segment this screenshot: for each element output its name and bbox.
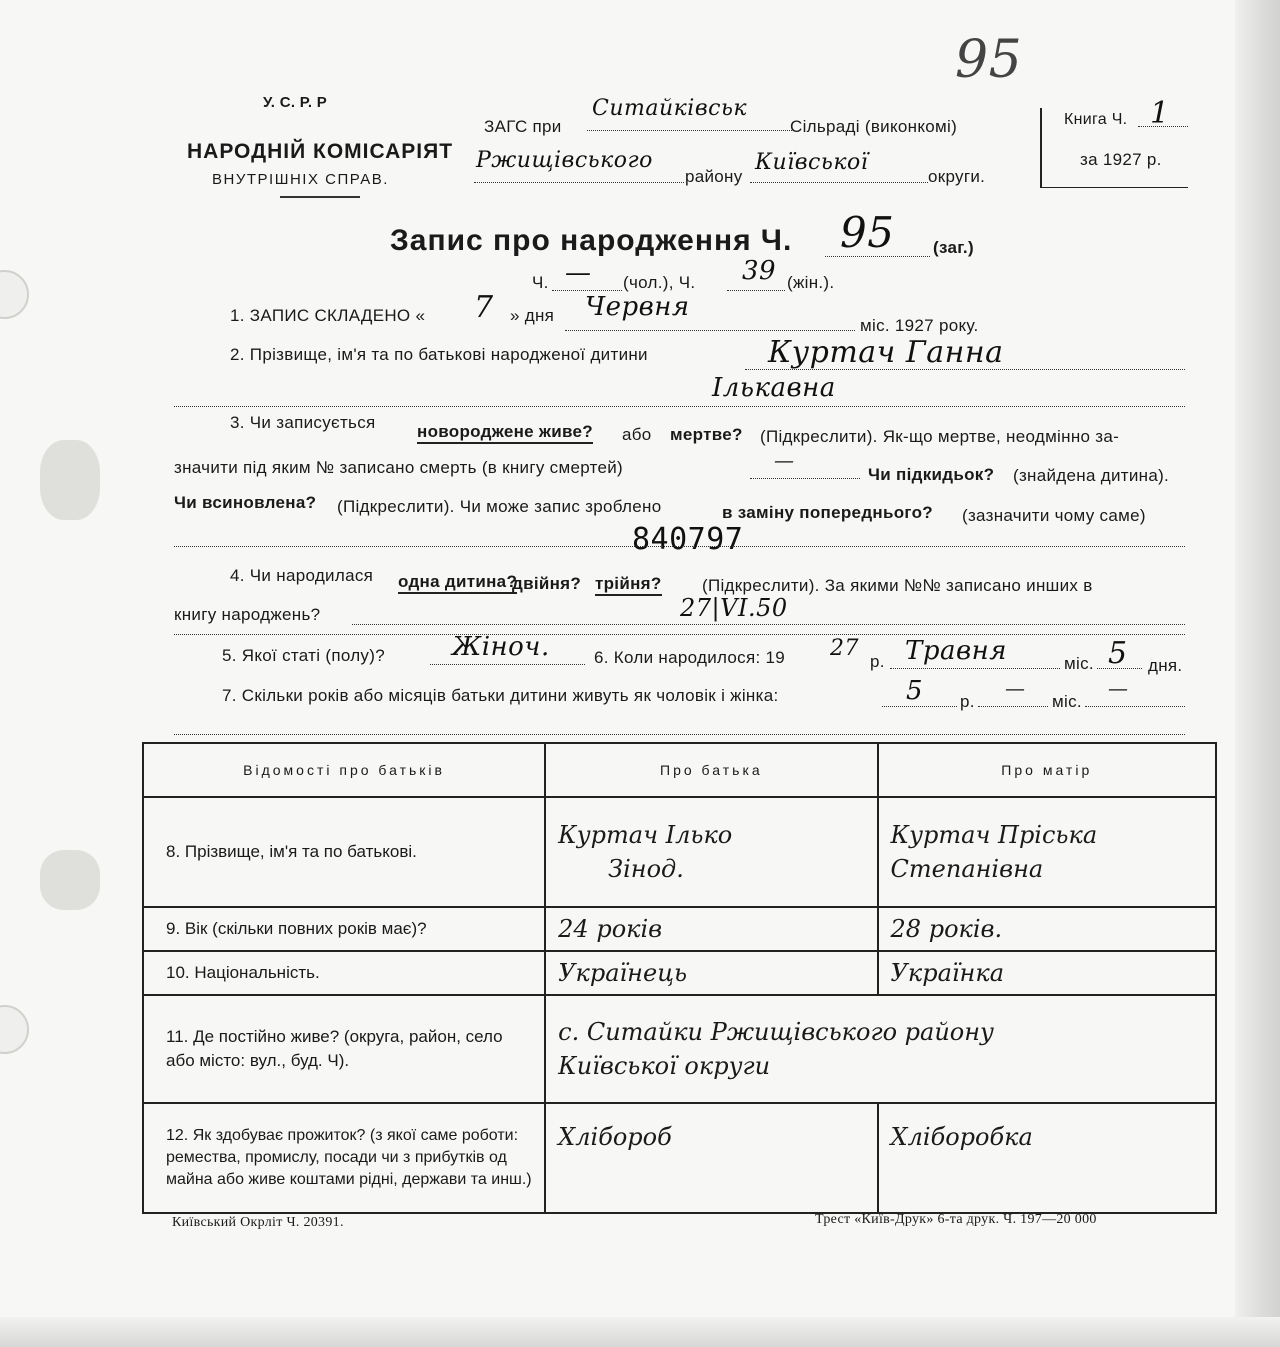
table-row (143, 907, 1216, 951)
female-count: 39 (742, 256, 777, 286)
marriage-extra-line (1085, 706, 1185, 707)
row-label-name: 8. Прізвище, ім'я та по батькові. (143, 797, 545, 907)
mother-name (878, 797, 1216, 907)
row-label-occupation: 12. Як здобуває прожиток? (з якої саме роботи: ремества, промислу, посади чи з прибутків од майна або живе коштами рідні, держави та инш.) (143, 1103, 545, 1213)
ch-label: Ч. (532, 273, 549, 292)
parents-table (142, 742, 1217, 1214)
death-number: — (774, 448, 795, 472)
item3-or: або (622, 425, 652, 444)
bleed-through-mark (40, 850, 100, 910)
mother-occupation: Хліборобка (878, 1103, 1216, 1213)
district-name: Ржищівського (476, 148, 653, 173)
item3-line1: 3. Чи записується (230, 413, 376, 432)
table-row (143, 797, 1216, 907)
okrug-label: округи. (928, 167, 986, 186)
record-number-line (825, 256, 930, 257)
stamp-number: 840797 (632, 522, 744, 557)
marriage-months-line (978, 706, 1048, 707)
option-foundling: Чи підкидьок? (868, 465, 995, 484)
item4-line2: книгу народжень? (174, 605, 321, 624)
record-title: Запис про народження Ч. (390, 224, 793, 257)
child-name-line1: Куртач Ганна (768, 335, 1004, 370)
item5-label: 5. Якої статі (полу)? (222, 646, 385, 665)
row-label-residence: 11. Де постійно живе? (округа, район, село або місто: вул., буд. Ч). (143, 995, 545, 1103)
item3-line1-tail: (Підкреслити). Як-що мертве, неодмінно за- (760, 427, 1120, 446)
book-box-bottom-border (1040, 187, 1188, 188)
item7-line2 (174, 734, 1185, 735)
mother-name-line1: Куртач Пріська (890, 821, 1098, 849)
mother-name-line2: Степанівна (890, 855, 1044, 883)
item1-day-suffix: » дня (510, 306, 555, 325)
item7-label: 7. Скільки років або місяців батьки дитини живуть як чоловік і жінка: (222, 686, 779, 705)
book-year: за 1927 р. (1080, 150, 1162, 169)
book-number-line (1138, 126, 1188, 127)
sex-value: Жіноч. (452, 632, 550, 662)
zags-village-line (587, 130, 792, 131)
item2-line1 (745, 369, 1185, 370)
birth-day-suffix: дня. (1148, 656, 1183, 675)
table-row (143, 951, 1216, 995)
ministry-subtitle: ВНУТРІШНІХ СПРАВ. (212, 171, 389, 188)
father-occupation: Хлібороб (545, 1103, 877, 1213)
page-edge-shadow (1235, 0, 1280, 1347)
item1-month: Червня (585, 292, 690, 322)
item3-foundling-tail: (знайдена дитина). (1013, 466, 1170, 485)
father-name (545, 797, 877, 907)
residence-line2: Київської округи (558, 1052, 771, 1080)
item4-line2-dots (352, 624, 1185, 625)
table-row (143, 1103, 1216, 1213)
father-nationality: Українець (545, 951, 877, 995)
row-label-nationality: 10. Національність. (143, 951, 545, 995)
country-label: У. С. Р. Р (263, 94, 328, 111)
death-number-line (750, 478, 860, 479)
book-number: 1 (1150, 96, 1170, 131)
footer-left: Київський Окрліт Ч. 20391. (172, 1215, 344, 1230)
table-row (143, 995, 1216, 1103)
footer-right: Трест «Київ-Друк» 6-та друк. Ч. 197—20 000 (815, 1212, 1097, 1227)
zags-suffix: Сільраді (виконкомі) (790, 117, 958, 136)
book-box-left-border (1040, 108, 1042, 188)
item4-tail: (Підкреслити). За якими №№ записано инших в (702, 576, 1093, 595)
row-label-age: 9. Вік (скільки повних років має)? (143, 907, 545, 951)
birth-month-line (890, 668, 1060, 669)
okrug-line (750, 182, 928, 183)
punch-hole-icon (0, 1005, 29, 1054)
father-age: 24 років (545, 907, 877, 951)
item6-label: 6. Коли народилося: 19 (594, 648, 786, 667)
ministry-title: НАРОДНІЙ КОМІСАРІЯТ (187, 140, 454, 163)
birth-day-line (1097, 668, 1142, 669)
female-label: (жін.). (787, 273, 835, 292)
option-twins: двійня? (512, 574, 582, 593)
book-label: Книга Ч. (1064, 111, 1128, 128)
residence-line1: с. Ситайки Ржищівського району (558, 1018, 994, 1046)
item4-note: 27|VI.50 (680, 594, 788, 622)
female-count-line (727, 290, 785, 291)
residence-value (545, 995, 1216, 1103)
item4-label: 4. Чи народилася (230, 566, 374, 585)
marriage-years: 5 (906, 676, 924, 706)
table-header-row (143, 743, 1216, 797)
zags-village: Ситайківськ (592, 96, 748, 121)
zags-prefix: ЗАГС при (484, 117, 562, 136)
district-line (474, 182, 684, 183)
item1-tail: міс. 1927 року. (860, 316, 979, 335)
father-name-line2: Зінод. (608, 855, 684, 883)
item3-line3-tail: (зазначити чому саме) (962, 506, 1146, 525)
item1-day: 7 (474, 290, 494, 325)
male-count-line (552, 290, 622, 291)
item2-line2 (174, 406, 1185, 407)
marriage-months: — (1005, 676, 1026, 700)
item1-label: 1. ЗАПИС СКЛАДЕНО « (230, 306, 426, 325)
mother-nationality: Українка (878, 951, 1216, 995)
item3-line2: значити під яким № записано смерть (в книгу смертей) (174, 458, 624, 477)
birth-year-suffix: р. (870, 652, 885, 671)
child-name-line2: Ількавна (712, 373, 836, 403)
option-adopted: Чи всиновлена? (174, 493, 317, 512)
page-bottom-shadow (0, 1317, 1280, 1347)
option-replacement: в заміну попереднього? (722, 503, 933, 522)
col-header-info: Відомості про батьків (143, 743, 545, 797)
item3-line3-mid: (Підкреслити). Чи може запис зроблено (337, 497, 662, 516)
item4-line3 (174, 634, 1185, 635)
birth-month: Травня (905, 636, 1007, 666)
birth-day: 5 (1108, 636, 1128, 671)
father-name-line1: Куртач Ілько (558, 821, 733, 849)
marriage-years-label: р. (960, 692, 975, 711)
header-divider (280, 196, 360, 198)
mother-age: 28 років. (878, 907, 1216, 951)
bleed-through-mark (40, 440, 100, 520)
record-number: 95 (840, 208, 895, 257)
sex-line (430, 664, 585, 665)
okrug-name: Київської (755, 150, 869, 175)
option-alive: новороджене живе? (417, 422, 593, 444)
page-number: 95 (955, 30, 1023, 90)
item2-label: 2. Прізвище, ім'я та по батькові народженої дитини (230, 345, 648, 364)
marriage-years-line (882, 706, 957, 707)
col-header-mother: Про матір (878, 743, 1216, 797)
male-count: — (565, 258, 592, 288)
option-triplets: трійня? (595, 574, 662, 596)
marriage-months-label: міс. (1052, 692, 1082, 711)
record-title-suffix: (заг.) (933, 238, 974, 257)
item3-line4 (174, 546, 1185, 547)
birth-month-suffix: міс. (1064, 654, 1094, 673)
birth-year: 27 (830, 636, 859, 661)
option-dead: мертве? (670, 425, 743, 444)
option-single: одна дитина? (398, 572, 517, 594)
punch-hole-icon (0, 270, 29, 319)
item1-month-line (565, 330, 855, 331)
district-label: району (685, 167, 743, 186)
marriage-extra: — (1108, 676, 1129, 700)
male-label: (чол.), Ч. (623, 273, 696, 292)
col-header-father: Про батька (545, 743, 877, 797)
